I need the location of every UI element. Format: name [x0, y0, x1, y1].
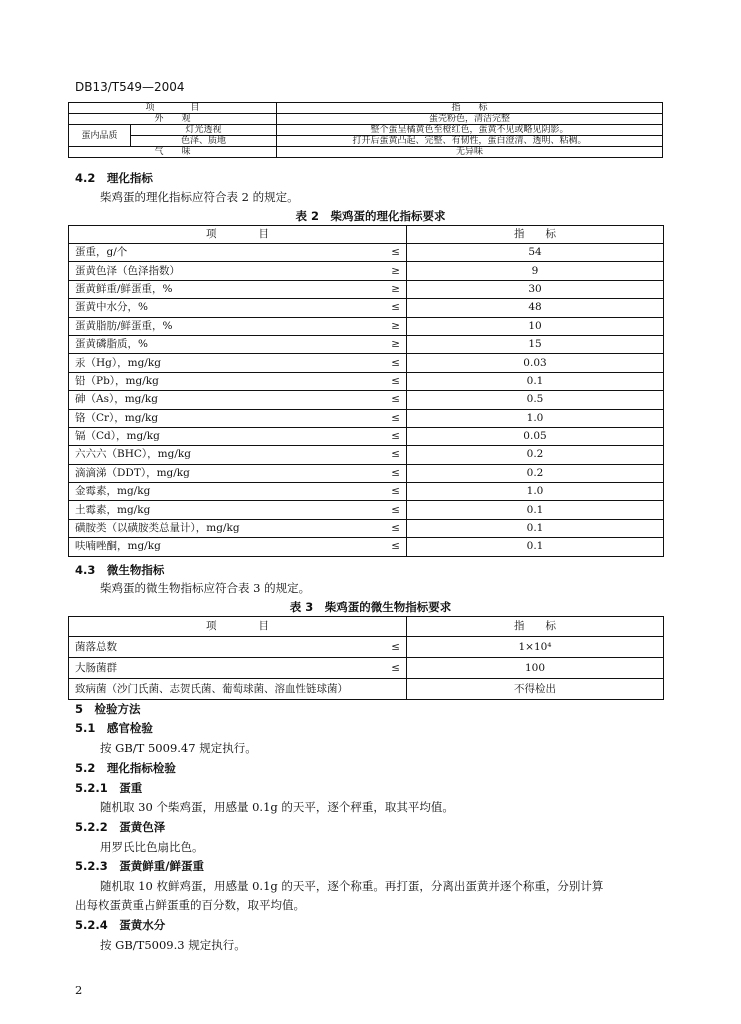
table-row	[69, 519, 664, 537]
row-comparator: ≤	[359, 244, 407, 262]
table-row	[69, 483, 664, 501]
row-item: 土霉素，mg/kg	[69, 501, 359, 519]
table-row	[69, 147, 663, 158]
row-value: 不得检出	[407, 679, 664, 700]
table-row	[69, 409, 664, 427]
document-number: DB13/T549—2004	[75, 80, 185, 94]
row-comparator: ≤	[359, 519, 407, 537]
row-value: 无异味	[277, 147, 663, 158]
row-item: 蛋黄磷脂质，%	[69, 335, 359, 353]
row-item: 砷（As），mg/kg	[69, 391, 359, 409]
column-header-index: 指 标	[407, 617, 664, 637]
microbiology-table	[68, 616, 664, 700]
row-item: 致病菌（沙门氏菌、志贺氏菌、葡萄球菌、溶血性链球菌）	[69, 679, 359, 700]
row-item: 汞（Hg），mg/kg	[69, 354, 359, 372]
section-5-2-2-heading: 5.2.2 蛋黄色泽	[75, 820, 166, 834]
row-item: 六六六（BHC），mg/kg	[69, 446, 359, 464]
table-header-row	[69, 103, 663, 114]
row-value: 0.03	[407, 354, 664, 372]
row-value: 0.2	[407, 464, 664, 482]
row-item: 菌落总数	[69, 637, 359, 658]
row-item: 蛋黄色泽（色泽指数）	[69, 262, 359, 280]
section-5-2-3-text-line-1: 随机取 10 枚鲜鸡蛋，用感量 0.1g 的天平，逐个称重。再打蛋，分离出蛋黄并逐个称重，分别计算	[100, 879, 604, 893]
table-header-row	[69, 226, 664, 244]
row-item: 外 观	[69, 114, 277, 125]
section-5-2-3-text-line-2: 出每枚蛋黄重占鲜蛋重的百分数，取平均值。	[75, 898, 305, 912]
row-value: 0.5	[407, 391, 664, 409]
row-item: 金霉素，mg/kg	[69, 483, 359, 501]
section-5-2-heading: 5.2 理化指标检验	[75, 761, 176, 775]
table-row	[69, 125, 663, 136]
row-comparator: ≤	[359, 409, 407, 427]
table-row	[69, 114, 663, 125]
row-comparator	[359, 679, 407, 700]
section-5-1-heading: 5.1 感官检验	[75, 721, 153, 735]
section-5-heading: 5 检验方法	[75, 702, 141, 716]
row-value: 30	[407, 280, 664, 298]
row-value: 0.1	[407, 372, 664, 390]
table-row	[69, 335, 664, 353]
row-comparator: ≤	[359, 637, 407, 658]
table-row	[69, 244, 664, 262]
table-row	[69, 317, 664, 335]
section-4-3-heading: 4.3 微生物指标	[75, 563, 165, 577]
row-item: 蛋黄鲜重/鲜蛋重，%	[69, 280, 359, 298]
row-value: 54	[407, 244, 664, 262]
section-5-1-text: 按 GB/T 5009.47 规定执行。	[100, 741, 257, 755]
row-value: 蛋壳粉色，清洁完整	[277, 114, 663, 125]
page-number: 2	[75, 983, 83, 997]
table-row	[69, 280, 664, 298]
row-value: 1×10⁴	[407, 637, 664, 658]
row-value: 整个蛋呈橘黄色至橙红色，蛋黄不见或略见阴影。	[277, 125, 663, 136]
row-comparator: ≥	[359, 280, 407, 298]
row-value: 0.1	[407, 501, 664, 519]
table-row	[69, 446, 664, 464]
column-header-index: 指 标	[277, 103, 663, 114]
row-item: 蛋黄脂肪/鲜蛋重，%	[69, 317, 359, 335]
row-comparator: ≤	[359, 354, 407, 372]
section-5-2-3-heading: 5.2.3 蛋黄鲜重/鲜蛋重	[75, 859, 204, 873]
section-5-2-2-text: 用罗氏比色扇比色。	[100, 840, 204, 854]
row-comparator: ≤	[359, 427, 407, 445]
section-4-2-text: 柴鸡蛋的理化指标应符合表 2 的规定。	[100, 190, 299, 204]
row-value: 100	[407, 658, 664, 679]
table-row	[69, 501, 664, 519]
row-comparator: ≥	[359, 335, 407, 353]
table-row	[69, 262, 664, 280]
table2-caption: 表 2 柴鸡蛋的理化指标要求	[295, 209, 446, 223]
row-comparator: ≥	[359, 262, 407, 280]
row-item: 大肠菌群	[69, 658, 359, 679]
row-item: 磺胺类（以磺胺类总量计），mg/kg	[69, 519, 359, 537]
row-value: 0.2	[407, 446, 664, 464]
table-row	[69, 299, 664, 317]
table-row	[69, 538, 664, 556]
row-value: 1.0	[407, 409, 664, 427]
row-value: 0.1	[407, 538, 664, 556]
table-row	[69, 372, 664, 390]
table-row	[69, 427, 664, 445]
row-item: 滴滴涕（DDT），mg/kg	[69, 464, 359, 482]
row-item: 镉（Cd），mg/kg	[69, 427, 359, 445]
section-5-2-4-text: 按 GB/T5009.3 规定执行。	[100, 938, 246, 952]
table-row	[69, 354, 664, 372]
column-header-item: 项 目	[69, 617, 407, 637]
row-sub-item: 灯光透视	[131, 125, 277, 136]
row-item: 蛋重，g/个	[69, 244, 359, 262]
physicochemical-table	[68, 225, 664, 557]
row-value: 1.0	[407, 483, 664, 501]
table-row	[69, 136, 663, 147]
row-value: 15	[407, 335, 664, 353]
section-5-2-4-heading: 5.2.4 蛋黄水分	[75, 918, 166, 932]
row-comparator: ≤	[359, 538, 407, 556]
row-item: 呋喃唑酮，mg/kg	[69, 538, 359, 556]
table-row	[69, 637, 664, 658]
row-comparator: ≤	[359, 446, 407, 464]
row-value: 9	[407, 262, 664, 280]
row-item: 蛋黄中水分，%	[69, 299, 359, 317]
row-comparator: ≤	[359, 483, 407, 501]
table-header-row	[69, 617, 664, 637]
section-5-2-1-text: 随机取 30 个柴鸡蛋，用感量 0.1g 的天平，逐个秤重，取其平均值。	[100, 800, 454, 814]
sensory-table	[68, 102, 663, 158]
row-item: 气 味	[69, 147, 277, 158]
table-row	[69, 679, 664, 700]
table-row	[69, 464, 664, 482]
row-value: 打开后蛋黄凸起、完整、有韧性，蛋白澄清、透明、粘稠。	[277, 136, 663, 147]
row-comparator: ≤	[359, 501, 407, 519]
section-4-3-text: 柴鸡蛋的微生物指标应符合表 3 的规定。	[100, 581, 311, 595]
table-row	[69, 658, 664, 679]
column-header-index: 指 标	[407, 226, 664, 244]
row-group: 蛋内品质	[69, 125, 131, 147]
table3-caption: 表 3 柴鸡蛋的微生物指标要求	[289, 600, 452, 614]
row-sub-item: 色泽、质地	[131, 136, 277, 147]
row-value: 0.05	[407, 427, 664, 445]
row-value: 0.1	[407, 519, 664, 537]
row-comparator: ≤	[359, 372, 407, 390]
row-comparator: ≥	[359, 317, 407, 335]
section-5-2-1-heading: 5.2.1 蛋重	[75, 781, 143, 795]
row-comparator: ≤	[359, 658, 407, 679]
section-4-2-heading: 4.2 理化指标	[75, 171, 153, 185]
row-comparator: ≤	[359, 299, 407, 317]
row-comparator: ≤	[359, 464, 407, 482]
row-item: 铬（Cr），mg/kg	[69, 409, 359, 427]
table-row	[69, 391, 664, 409]
column-header-item: 项 目	[69, 226, 407, 244]
column-header-item: 项 目	[69, 103, 277, 114]
row-comparator: ≤	[359, 391, 407, 409]
row-value: 10	[407, 317, 664, 335]
row-item: 铅（Pb），mg/kg	[69, 372, 359, 390]
row-value: 48	[407, 299, 664, 317]
